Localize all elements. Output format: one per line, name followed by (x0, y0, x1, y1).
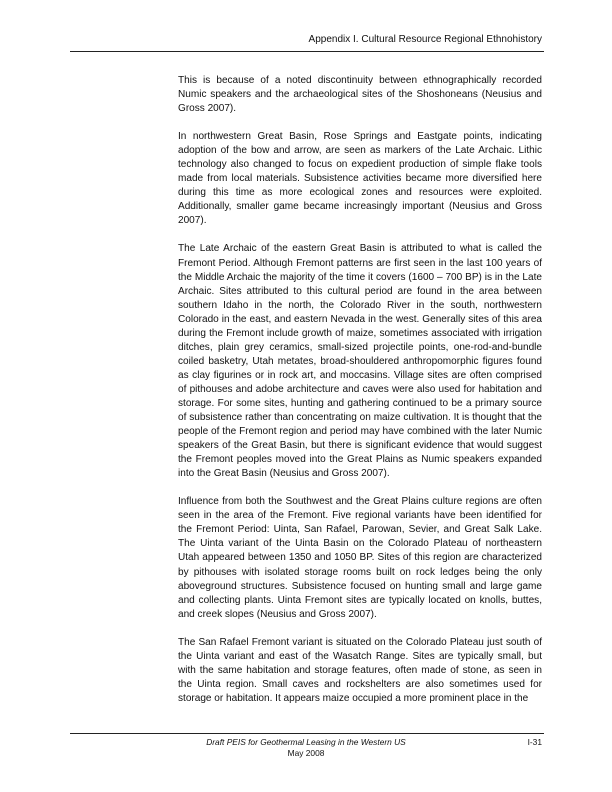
footer-divider (70, 733, 544, 734)
paragraph: This is because of a noted discontinuity between ethnographically recorded Numic speakers and the archaeological sites of the Shoshoneans (Neusius and Gross 2007). (178, 75, 542, 115)
paragraph: In northwestern Great Basin, Rose Springs and Eastgate points, indicating adoption of the bow and arrow, are seen as markers of the Late Archaic. Lithic technology also changed to focus on expedient production of simple flake tools made from local materials. Subsistence activities became more diversified here during this time as more ecological zones and resources were exploited. Additionally, smaller game became increasingly important (Neusius and Gross 2007). (178, 131, 542, 227)
footer-date: May 2008 (287, 748, 325, 758)
paragraph: Influence from both the Southwest and the Great Plains culture regions are often seen in the area of the Fremont. Five regional variants have been identified for the Fremont Period: Uinta, San Rafael, Parowan, Sevier, and Great Salk Lake. The Uinta variant of the Uinta Basin on the Colorado Plateau of northeastern Utah appeared between 1350 and 1050 BP. Sites of this region are characterized by pithouses with isolated storage rooms built on rock ledges being the only aboveground structures. Subsistence focused on hunting small and large game and collecting plants. Uinta Fremont sites are typically located on knolls, buttes, and creek slopes (Neusius and Gross 2007). (178, 496, 542, 620)
header-divider (70, 51, 544, 52)
page-number: I-31 (527, 737, 542, 747)
body-text (178, 74, 542, 720)
footer-document-title: Draft PEIS for Geothermal Leasing in the Western US (206, 737, 406, 747)
paragraph: The Late Archaic of the eastern Great Basin is attributed to what is called the Fremont Period. Although Fremont patterns are first seen in the last 100 years of the Middle Archaic the majority of the time it covers (1600 – 700 BP) is in the Late Archaic. Sites attributed to this cultural period are found in the area between southern Idaho in the north, the Colorado River in the south, northwestern Colorado in the east, and eastern Nevada in the west. Generally sites of this area during the Fremont include growth of maize, sometimes associated with irrigation ditches, plain grey ceramics, small-sized projectile points, one-rod-and-bundle coiled basketry, Utah metates, broad-shouldered anthropomorphic figures found as clay figurines or in rock art, and moccasins. Village sites are often comprised of pithouses and adobe architecture and caves were also used for habitation and storage. For some sites, hunting and gathering continued to be a primary source of subsistence rather than concentrating on maize cultivation. It is thought that the people of the Fremont region and period may have combined with the later Numic speakers of the Great Basin, but there is significant evidence that would suggest the Fremont peoples moved into the Great Plains as Numic speakers expanded into the Great Basin (Neusius and Gross 2007). (178, 243, 542, 480)
paragraph: The San Rafael Fremont variant is situated on the Colorado Plateau just south of the Uinta variant and east of the Wasatch Range. Sites are typically small, but with the same habitation and storage features, often made of stone, as seen in the Uinta region. Small caves and rockshelters are also sometimes used for storage or habitation. It appears maize occupied a more prominent place in the (178, 636, 542, 704)
running-header: Appendix I. Cultural Resource Regional Ethnohistory (308, 34, 542, 45)
